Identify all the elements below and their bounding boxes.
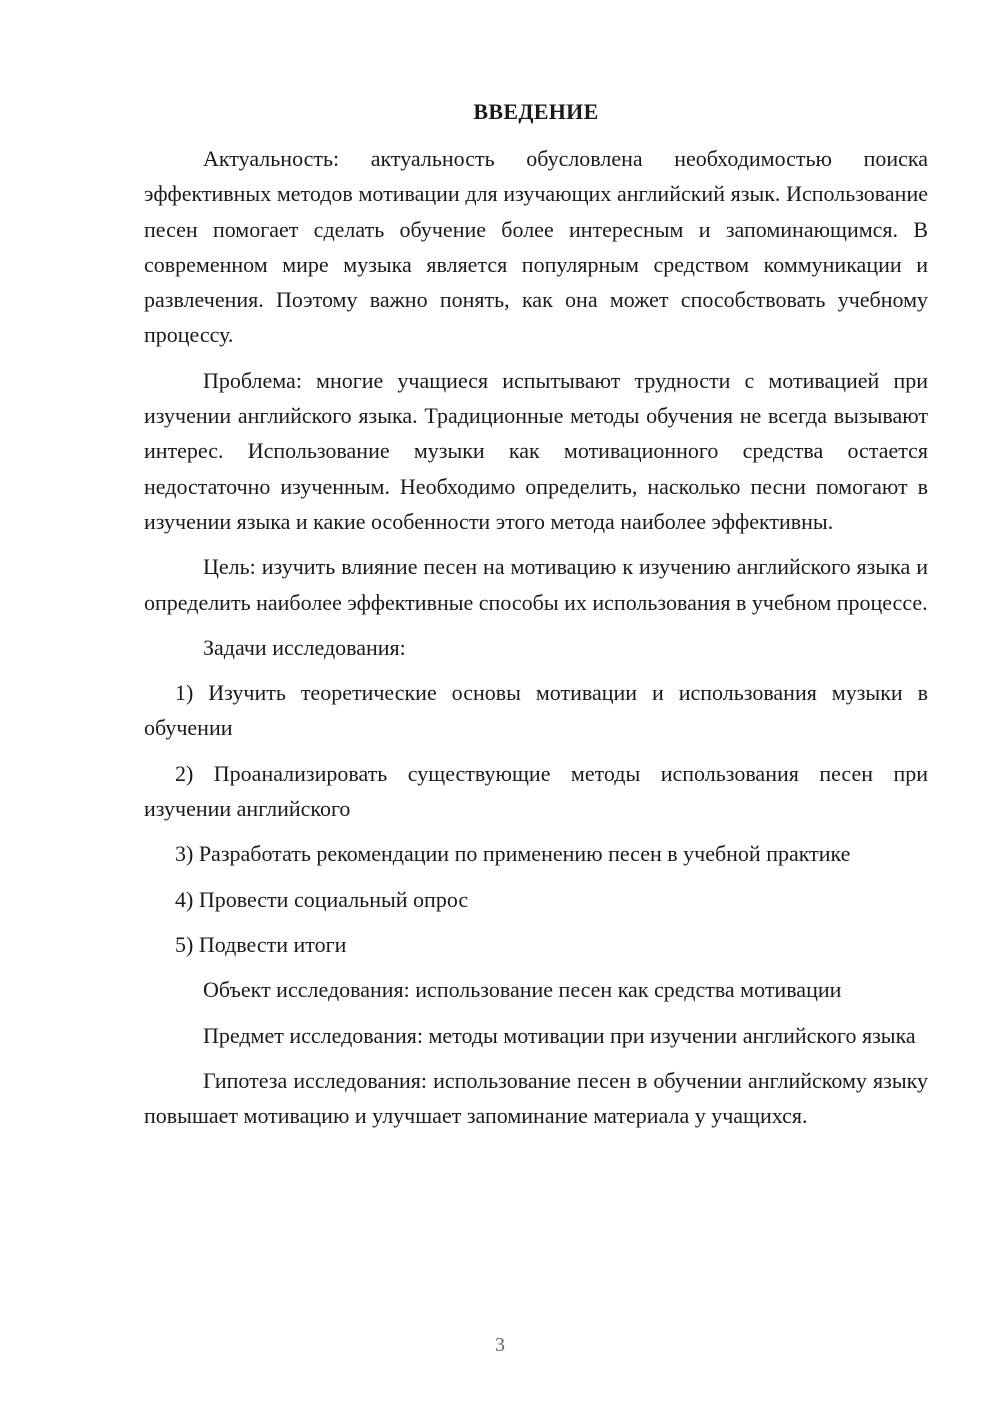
problem-paragraph: Проблема: многие учащиеся испытывают трудности с мотивацией при изучении английского языка. Традиционные методы обучения не всегда вызывают интерес. Использование музыки как мотивационного средства остается недостаточно изученным. Необходимо определить, насколько песни помогают в изучении языка и какие особенности этого метода наиболее эффективны.: [144, 367, 928, 534]
goal-paragraph: Цель: изучить влияние песен на мотивацию к изучению английского языка и определить наиболее эффективные способы их использования в учебном процессе.: [144, 554, 928, 615]
task-item-2: 2) Проанализировать существующие методы использования песен при изучении английского: [144, 760, 928, 822]
task-item-5: 5) Подвести итоги: [175, 931, 347, 957]
relevance-paragraph: Актуальность: актуальность обусловлена необходимостью поиска эффективных методов мотивации для изучающих английский язык. Использование песен помогает сделать обучение более интересным и запоминающимся. В современном мире музыка является популярным средством коммуникации и развлечения. Поэтому важно понять, как она может способствовать учебному процессу.: [144, 146, 928, 348]
tasks-heading: Задачи исследования:: [203, 634, 406, 660]
document-page: [144, 94, 928, 1143]
task-item-1: 1) Изучить теоретические основы мотивации и использования музыки в обучении: [144, 680, 928, 741]
task-item-4: 4) Провести социальный опрос: [175, 886, 469, 912]
object-paragraph: Объект исследования: использование песен как средства мотивации: [203, 977, 842, 1003]
task-item-3: 3) Разработать рекомендации по применению песен в учебной практике: [175, 841, 851, 867]
page-number: 3: [495, 1334, 505, 1356]
subject-paragraph: Предмет исследования: методы мотивации при изучении английского языка: [203, 1022, 916, 1048]
page-title: ВВЕДЕНИЕ: [473, 99, 599, 124]
hypothesis-paragraph: Гипотеза исследования: использование песен в обучении английскому языку повышает мотивацию и улучшает запоминание материала у учащихся.: [144, 1067, 928, 1129]
